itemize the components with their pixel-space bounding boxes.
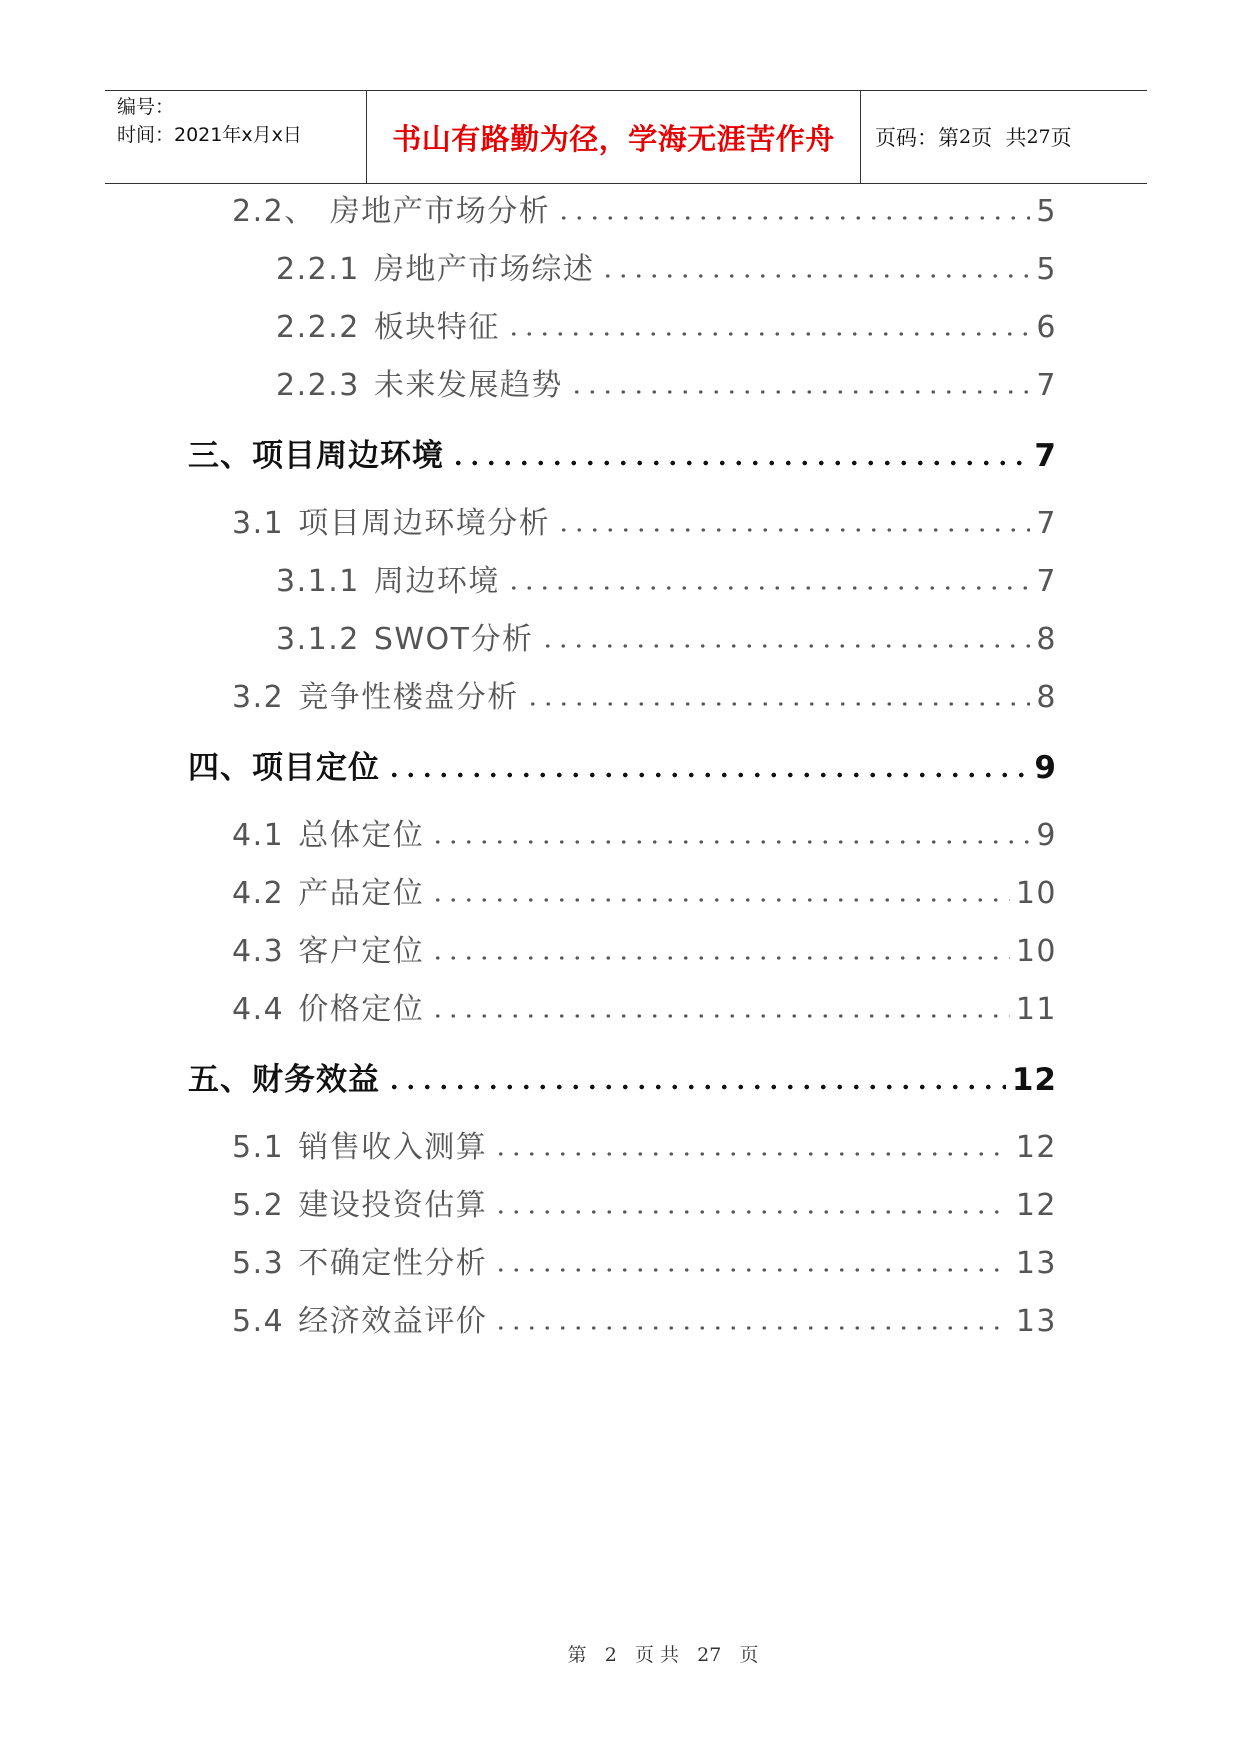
- toc-entry[interactable]: [232, 868, 1057, 912]
- toc-entry[interactable]: [188, 430, 1057, 475]
- toc-entry-title: 经济效益评价: [298, 1304, 488, 1339]
- toc-entry-title: 板块特征: [373, 310, 500, 345]
- toc-entry[interactable]: [232, 186, 1057, 230]
- footer-prefix: 第: [567, 1644, 587, 1666]
- footer-suffix: 页: [739, 1644, 759, 1666]
- toc-entry-number: 2.2.2: [276, 310, 360, 345]
- toc-entry-title: 不确定性分析: [298, 1246, 488, 1281]
- toc-entry[interactable]: [188, 742, 1057, 787]
- toc-leader-dots: [430, 955, 1010, 961]
- toc-entry-number: 3.1.1: [276, 564, 360, 599]
- footer-page-total: 27: [697, 1644, 722, 1666]
- toc-entry-title: 项目周边环境分析: [298, 506, 551, 541]
- header-page-num: 2: [959, 126, 972, 148]
- toc-entry-page: 13: [1015, 1304, 1057, 1339]
- toc-entry-number: 3.1.2: [276, 622, 360, 657]
- toc-entry-title: 项目周边环境: [252, 438, 444, 474]
- header-page-mid: 页 共: [971, 126, 1027, 150]
- page-footer: [0, 1640, 1241, 1667]
- toc-entry-page: 12: [1011, 1062, 1057, 1098]
- toc-leader-dots: [430, 897, 1010, 903]
- toc-entry-title: 销售收入测算: [298, 1130, 488, 1165]
- toc-leader-dots: [556, 215, 1030, 221]
- toc-entry[interactable]: [232, 810, 1057, 854]
- toc-entry[interactable]: [232, 926, 1057, 970]
- page-header: [105, 90, 1147, 184]
- toc-entry-number: 2.2.1: [276, 252, 360, 287]
- toc-entry-title: 周边环境: [373, 564, 500, 599]
- header-number-label: 编号：: [117, 96, 175, 118]
- toc-leader-dots: [493, 1209, 1010, 1215]
- toc-entry-page: 13: [1015, 1246, 1057, 1281]
- toc-entry-number: 5.2: [232, 1188, 285, 1223]
- toc-entry-number: 四、: [188, 750, 252, 786]
- toc-entry-page: 8: [1036, 680, 1057, 715]
- toc-entry-title: 竞争性楼盘分析: [298, 680, 519, 715]
- toc-leader-dots: [556, 527, 1030, 533]
- toc-entry[interactable]: [232, 1238, 1057, 1282]
- header-meta: [105, 91, 367, 183]
- toc-entry-page: 5: [1036, 252, 1057, 287]
- toc-entry[interactable]: [232, 984, 1057, 1028]
- toc-entry-number: 3.1: [232, 506, 285, 541]
- toc-entry-page: 7: [1036, 368, 1057, 403]
- toc-entry-title: 项目定位: [252, 750, 380, 786]
- toc-leader-dots: [600, 273, 1030, 279]
- toc-entry-page: 8: [1036, 622, 1057, 657]
- toc-entry-title: 价格定位: [298, 992, 425, 1027]
- toc-entry-page: 11: [1015, 992, 1057, 1027]
- toc-entry[interactable]: [232, 498, 1057, 542]
- toc-entry[interactable]: [276, 302, 1057, 346]
- toc-entry-page: 12: [1015, 1188, 1057, 1223]
- toc-entry-number: 5.4: [232, 1304, 285, 1339]
- toc-leader-dots: [493, 1267, 1010, 1273]
- toc-entry-title: 建设投资估算: [298, 1188, 488, 1223]
- toc-entry-page: 6: [1036, 310, 1057, 345]
- toc-entry-number: 4.2: [232, 876, 285, 911]
- toc-leader-dots: [540, 643, 1031, 649]
- footer-mid: 页 共: [634, 1644, 679, 1666]
- toc-entry-number: 5.1: [232, 1130, 285, 1165]
- toc-entry[interactable]: [276, 556, 1057, 600]
- toc-entry-page: 7: [1036, 564, 1057, 599]
- toc-leader-dots: [506, 331, 1031, 337]
- toc-entry[interactable]: [232, 1122, 1057, 1166]
- toc-leader-dots: [386, 772, 1028, 778]
- toc-entry-title: 总体定位: [298, 818, 425, 853]
- toc-leader-dots: [493, 1151, 1010, 1157]
- toc-entry-number: 2.2.3: [276, 368, 360, 403]
- toc-entry-page: 10: [1015, 934, 1057, 969]
- header-page-prefix: 页码：第: [875, 126, 959, 150]
- toc-entry[interactable]: [232, 672, 1057, 716]
- header-page-info: [861, 91, 1147, 183]
- header-date-label: 时间：2021年x月x日: [117, 124, 302, 146]
- toc-entry-number: 5.3: [232, 1246, 285, 1281]
- toc-entry-page: 9: [1036, 818, 1057, 853]
- toc-entry[interactable]: [276, 614, 1057, 658]
- toc-entry-page: 5: [1036, 194, 1057, 229]
- toc-entry[interactable]: [276, 360, 1057, 404]
- toc-entry[interactable]: [188, 1054, 1057, 1099]
- toc-entry-title: 未来发展趋势: [373, 368, 563, 403]
- toc-entry[interactable]: [276, 244, 1057, 288]
- header-page-total: 27: [1026, 126, 1051, 148]
- toc-entry-title: SWOT分析: [373, 622, 534, 657]
- toc-leader-dots: [525, 701, 1031, 707]
- toc-entry-number: 4.4: [232, 992, 285, 1027]
- toc-entry-title: 财务效益: [252, 1062, 380, 1098]
- toc-leader-dots: [450, 460, 1028, 466]
- toc-entry-page: 10: [1015, 876, 1057, 911]
- toc-entry-page: 12: [1015, 1130, 1057, 1165]
- toc-entry-title: 房地产市场分析: [329, 194, 551, 229]
- toc-leader-dots: [430, 1013, 1010, 1019]
- toc-leader-dots: [493, 1325, 1010, 1331]
- toc-entry-number: 4.1: [232, 818, 285, 853]
- header-slogan: 书山有路勤为径，学海无涯苦作舟: [367, 91, 861, 183]
- toc-entry-number: 3.2: [232, 680, 285, 715]
- toc-leader-dots: [386, 1084, 1006, 1090]
- header-page-suffix: 页: [1050, 126, 1072, 150]
- footer-page-num: 2: [604, 1644, 617, 1666]
- toc-entry-number: 4.3: [232, 934, 285, 969]
- toc-entry-title: 客户定位: [298, 934, 425, 969]
- toc-leader-dots: [569, 389, 1031, 395]
- toc-entry-number: 三、: [188, 438, 252, 474]
- toc-entry-page: 9: [1034, 750, 1057, 786]
- toc-entry-page: 7: [1036, 506, 1057, 541]
- toc-entry-title: 房地产市场综述: [373, 252, 595, 287]
- toc-entry-title: 产品定位: [298, 876, 425, 911]
- toc-leader-dots: [506, 585, 1031, 591]
- toc-entry-page: 7: [1034, 438, 1057, 474]
- toc-entry[interactable]: [232, 1180, 1057, 1224]
- toc-entry[interactable]: [232, 1296, 1057, 1340]
- toc-leader-dots: [430, 839, 1030, 845]
- toc-entry-number: 2.2、: [232, 194, 316, 229]
- toc-entry-number: 五、: [188, 1062, 252, 1098]
